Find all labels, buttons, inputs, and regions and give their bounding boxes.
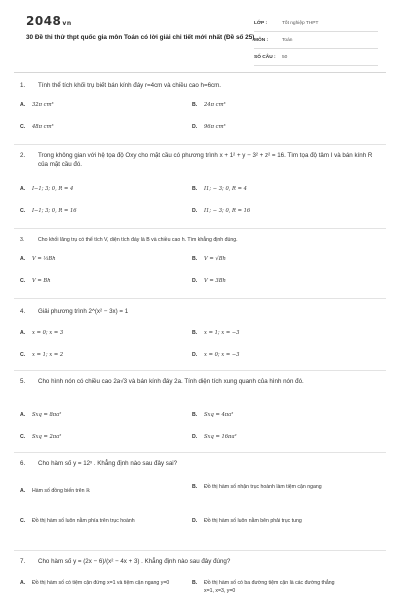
option-text: 48π cm³ — [32, 124, 54, 130]
option-label: C. — [20, 434, 26, 440]
option-d[interactable] — [192, 208, 352, 216]
question-divider — [14, 144, 386, 145]
logo-text: 2048 — [26, 14, 62, 28]
option-label: B. — [192, 102, 198, 108]
option-label: D. — [192, 352, 198, 358]
option-a[interactable] — [20, 256, 180, 264]
question-divider — [14, 452, 386, 453]
option-text: Sxq = 2πa² — [32, 434, 62, 440]
option-text: I−1; 3; 0, R = 16 — [32, 208, 77, 214]
question-number: 3. — [20, 237, 25, 243]
question-text: Cho khối lăng trụ có thể tích V, diện tích đáy là B và chiều cao h. Tìm khẳng định đúng. — [38, 237, 238, 243]
question-divider — [14, 298, 386, 299]
option-c[interactable] — [20, 352, 180, 360]
option-label: B. — [192, 484, 198, 490]
option-text: Đồ thị hàm số luôn nằm phía trên trục hoành — [32, 518, 135, 524]
option-text: x = 0; x = 3 — [32, 330, 64, 336]
option-c[interactable] — [20, 208, 180, 216]
option-c[interactable] — [20, 124, 180, 132]
option-text: I−1; 3; 0, R = 4 — [32, 186, 74, 192]
option-text: Đồ thị hàm số có tiệm cận đứng x=1 và tiệm cận ngang y=0 — [32, 580, 170, 586]
option-b[interactable] — [192, 256, 352, 264]
option-label: C. — [20, 518, 26, 524]
option-b[interactable] — [192, 102, 352, 110]
document-title: 30 Đề thi thử thpt quốc gia môn Toán có lời giải chi tiết mới nhất (Đề số 25) — [26, 34, 255, 41]
option-text: 24π cm³ — [204, 102, 226, 108]
option-text: V = ⅓Bh — [32, 256, 56, 262]
option-text: Hàm số đồng biến trên ℝ — [32, 488, 91, 494]
option-a[interactable] — [20, 186, 180, 194]
option-c[interactable] — [20, 434, 180, 442]
option-label: B. — [192, 330, 198, 336]
option-text: 96π cm³ — [204, 124, 226, 130]
option-text: Sxq = 8πa² — [32, 412, 62, 418]
question-number: 7. — [20, 558, 26, 565]
question-7 — [20, 558, 380, 567]
option-a[interactable] — [20, 330, 180, 338]
option-d[interactable] — [192, 434, 352, 442]
question-text: Tính thể tích khối trụ biết bán kính đáy r=4cm và chiều cao h=6cm. — [38, 82, 221, 89]
option-text: Sxq = 4πa² — [204, 412, 234, 418]
question-divider — [14, 550, 386, 551]
site-logo[interactable] — [26, 14, 72, 28]
option-label: B. — [192, 412, 198, 418]
question-5 — [20, 378, 380, 387]
meta-value: Toán — [282, 37, 293, 43]
meta-value: Tốt nghiệp THPT — [282, 20, 319, 26]
question-3 — [20, 236, 380, 245]
option-text: I1; − 3; 0, R = 16 — [204, 208, 251, 214]
option-d[interactable] — [192, 518, 342, 526]
option-text: V = Bh — [32, 278, 51, 284]
option-label: D. — [192, 434, 198, 440]
question-2 — [20, 152, 380, 169]
meta-row-count — [254, 49, 378, 66]
meta-value: 50 — [282, 54, 288, 60]
option-a[interactable] — [20, 488, 170, 496]
option-label: A. — [20, 102, 26, 108]
option-label: D. — [192, 518, 198, 524]
logo-suffix: vn — [62, 20, 72, 27]
option-label: B. — [192, 256, 198, 262]
option-text: Đồ thị hàm số luôn nằm bên phải trục tung — [204, 518, 302, 524]
option-label: C. — [20, 352, 26, 358]
option-d[interactable] — [192, 352, 352, 360]
option-label: A. — [20, 186, 26, 192]
option-label: A. — [20, 256, 26, 262]
option-d[interactable] — [192, 124, 352, 132]
option-text: V = √Bh — [204, 256, 226, 262]
option-text: x = 1; x = −3 — [204, 330, 240, 336]
option-text: x = 0; x = −3 — [204, 352, 240, 358]
option-text: Đồ thị hàm số nhận trục hoành làm tiệm cận ngang — [204, 484, 322, 490]
question-text: Cho hàm số y = (2x − 6)/(x² − 4x + 3) . Khẳng định nào sau đây đúng? — [38, 558, 231, 565]
option-c[interactable] — [20, 518, 170, 526]
meta-row-class — [254, 15, 378, 32]
option-label: C. — [20, 278, 26, 284]
option-b[interactable] — [192, 412, 352, 420]
option-a[interactable] — [20, 580, 170, 588]
option-d[interactable] — [192, 278, 352, 286]
meta-key: SỐ CÂU : — [254, 54, 276, 60]
option-label: B. — [192, 580, 198, 586]
option-text: I1; − 3; 0, R = 4 — [204, 186, 247, 192]
option-b[interactable] — [192, 330, 352, 338]
meta-table — [254, 15, 378, 66]
question-text: Cho hàm số y = 12ˣ . Khẳng định nào sau đây sai? — [38, 460, 178, 467]
option-text: x = 1; x = 2 — [32, 352, 64, 358]
option-b[interactable] — [192, 186, 352, 194]
option-c[interactable] — [20, 278, 180, 286]
option-label: A. — [20, 412, 26, 418]
option-label: D. — [192, 124, 198, 130]
option-label: D. — [192, 278, 198, 284]
question-1 — [20, 82, 380, 91]
question-text: Trong không gian với hệ tọa độ Oxy cho mặt cầu có phương trình x + 1² + y − 3² + z² = 16. Tìm tọa độ tâm I và bán kính R của mặt cầu đó. — [38, 152, 373, 168]
option-label: C. — [20, 208, 26, 214]
option-label: A. — [20, 330, 26, 336]
option-label: D. — [192, 208, 198, 214]
option-label: A. — [20, 580, 26, 586]
option-text: V = 3Bh — [204, 278, 226, 284]
question-number: 4. — [20, 308, 26, 315]
question-number: 6. — [20, 460, 26, 467]
meta-row-subject — [254, 32, 378, 49]
option-label: C. — [20, 124, 26, 130]
option-text: Sxq = 16πa² — [204, 434, 237, 440]
question-number: 2. — [20, 152, 26, 159]
header-divider — [14, 72, 386, 73]
meta-key: MÔN : — [254, 37, 269, 43]
question-6 — [20, 460, 380, 469]
question-text: Giải phương trình 2^(x² − 3x) = 1 — [38, 308, 129, 315]
question-number: 1. — [20, 82, 26, 89]
option-label: A. — [20, 488, 26, 494]
question-divider — [14, 228, 386, 229]
option-a[interactable] — [20, 102, 180, 110]
option-b[interactable] — [192, 484, 342, 492]
option-a[interactable] — [20, 412, 180, 420]
option-text: 32π cm³ — [32, 102, 54, 108]
meta-key: LỚP : — [254, 20, 268, 26]
question-divider — [14, 370, 386, 371]
question-text: Cho hình nón có chiều cao 2a√3 và bán kính đáy 2a. Tính diện tích xung quanh của hình nón đó. — [38, 378, 304, 385]
question-number: 5. — [20, 378, 26, 385]
option-b[interactable] — [192, 580, 342, 595]
question-4 — [20, 308, 380, 317]
option-label: B. — [192, 186, 198, 192]
option-text: Đồ thị hàm số có ba đường tiệm cận là các đường thẳng x=1, x=3, y=0 — [204, 580, 335, 594]
